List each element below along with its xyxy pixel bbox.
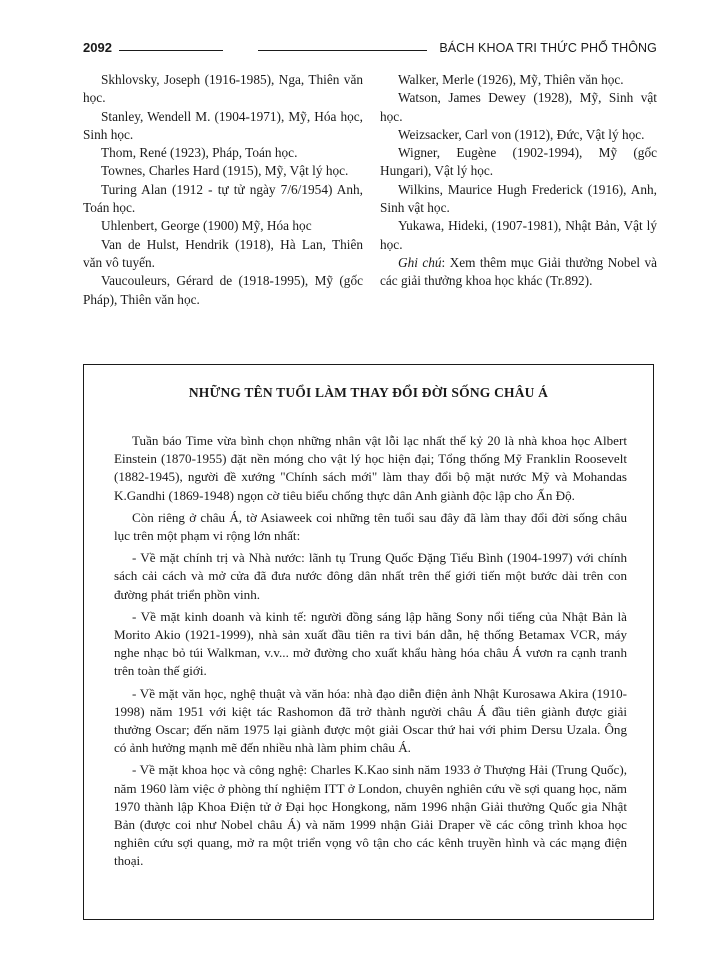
list-item: Thom, René (1923), Pháp, Toán học.: [101, 145, 298, 161]
left-column: [83, 71, 363, 309]
list-item: Yukawa, Hideki, (1907-1981), Nhật Bản, Vật lý học.: [380, 218, 657, 252]
note-text: : Xem thêm mục Giải thưởng Nobel và các giải thưởng khoa học khác (Tr.892).: [380, 254, 658, 289]
box-title: NHỮNG TÊN TUỔI LÀM THAY ĐỔI ĐỜI SỐNG CHÂU Á: [188, 385, 549, 400]
right-column: [380, 71, 657, 291]
running-title: BÁCH KHOA TRI THỨC PHỔ THÔNG: [439, 41, 657, 55]
header-rule-right: [258, 50, 427, 51]
list-item: Stanley, Wendell M. (1904-1971), Mỹ, Hóa học, Sinh học.: [83, 108, 363, 142]
list-item: Weizsacker, Carl von (1912), Đức, Vật lý học.: [398, 126, 645, 142]
sidebar-box: [83, 364, 654, 920]
list-item: Skhlovsky, Joseph (1916-1985), Nga, Thiên văn học.: [83, 72, 363, 106]
list-item: Townes, Charles Hard (1915), Mỹ, Vật lý học.: [101, 163, 349, 179]
paragraph: - Về mặt văn học, nghệ thuật và văn hóa: nhà đạo diễn điện ảnh Nhật Kurosawa Akira (1910-1998) năm 1951 với kiệt tác Rashomon đã trở thành người châu Á đầu tiên giành được giải thưởng Oscar; đến năm 1975 lại giành được một giải Oscar thứ hai với phim Dersu Uzala. Ông có ảnh hưởng mạnh mẽ đến nhiều nhà làm phim châu Á.: [114, 685, 627, 756]
header-rule-left: [119, 50, 223, 51]
list-item: Uhlenbert, George (1900) Mỹ, Hóa học: [101, 218, 312, 234]
paragraph: - Về mặt khoa học và công nghệ: Charles K.Kao sinh năm 1933 ở Thượng Hải (Trung Quốc), năm 1960 làm việc ở phòng thí nghiệm ITT ở London, chuyên nghiên cứu về sợi quang học, năm 1970 thành lập Khoa Điện tử ở Đại học Hongkong, năm 1996 nhận Giải thưởng Quốc gia Nhật Bản (được coi như Nobel châu Á) và năm 1999 nhận Giải Draper về các công trình khoa học nghiên cứu sợi quang, mở ra một triển vọng vô tận cho các kênh truyền hình và các mạng điện thoại.: [114, 762, 627, 869]
list-item: Walker, Merle (1926), Mỹ, Thiên văn học.: [398, 72, 624, 87]
box-body: [114, 432, 627, 875]
list-item: Wilkins, Maurice Hugh Frederick (1916), Anh, Sinh vật học.: [380, 181, 657, 216]
paragraph: Tuần báo Time vừa bình chọn những nhân vật lỗi lạc nhất thế kỷ 20 là nhà khoa học Albert Einstein (1870-1955) đặt nền móng cho vật lý học hiện đại; Tổng thống Mỹ Franklin Roosevelt (1882-1945), người đề xướng "Chính sách mới" làm thay đổi bộ mặt nước Mỹ và Mohandas K.Gandhi (1869-1948) ngọn cờ tiêu biểu chống thực dân Anh giành độc lập cho Ấn Độ.: [114, 433, 627, 503]
list-item: Turing Alan (1912 - tự tử ngày 7/6/1954) Anh, Toán học.: [83, 181, 363, 216]
paragraph: - Về mặt kinh doanh và kinh tế: người đồng sáng lập hãng Sony nổi tiếng của Nhật Bản là Morito Akio (1921-1999), nhà sản xuất đầu tiên ra tivi bán dẫn, hệ thống Betamax VCR, máy nghe nhạc bỏ túi Walkman, v.v... mở đường cho xuất khẩu hàng hóa châu Á vươn ra cạnh tranh trên toàn thế giới.: [114, 608, 627, 679]
page-header: [83, 38, 657, 60]
note: [380, 254, 657, 291]
list-item: Van de Hulst, Hendrik (1918), Hà Lan, Thiên văn vô tuyến.: [83, 236, 363, 270]
note-label: Ghi chú: [398, 254, 442, 270]
list-item: Vaucouleurs, Gérard de (1918-1995), Mỹ (gốc Pháp), Thiên văn học.: [83, 273, 363, 307]
list-item: Wigner, Eugène (1902-1994), Mỹ (gốc Hungari), Vật lý học.: [380, 145, 657, 179]
paragraph: - Về mặt chính trị và Nhà nước: lãnh tụ Trung Quốc Đặng Tiểu Bình (1904-1997) với chính sách cải cách và mở cửa đã đưa nước đông dân nhất trên thế giới tiến một bước dài trên con đường phát triển phồn vinh.: [114, 550, 627, 602]
paragraph: Còn riêng ở châu Á, tờ Asiaweek coi những tên tuổi sau đây đã làm thay đổi đời sống châu lục trên một phạm vi rộng lớn nhất:: [114, 509, 627, 544]
list-item: Watson, James Dewey (1928), Mỹ, Sinh vật học.: [380, 90, 657, 124]
page-number: 2092: [83, 40, 112, 55]
